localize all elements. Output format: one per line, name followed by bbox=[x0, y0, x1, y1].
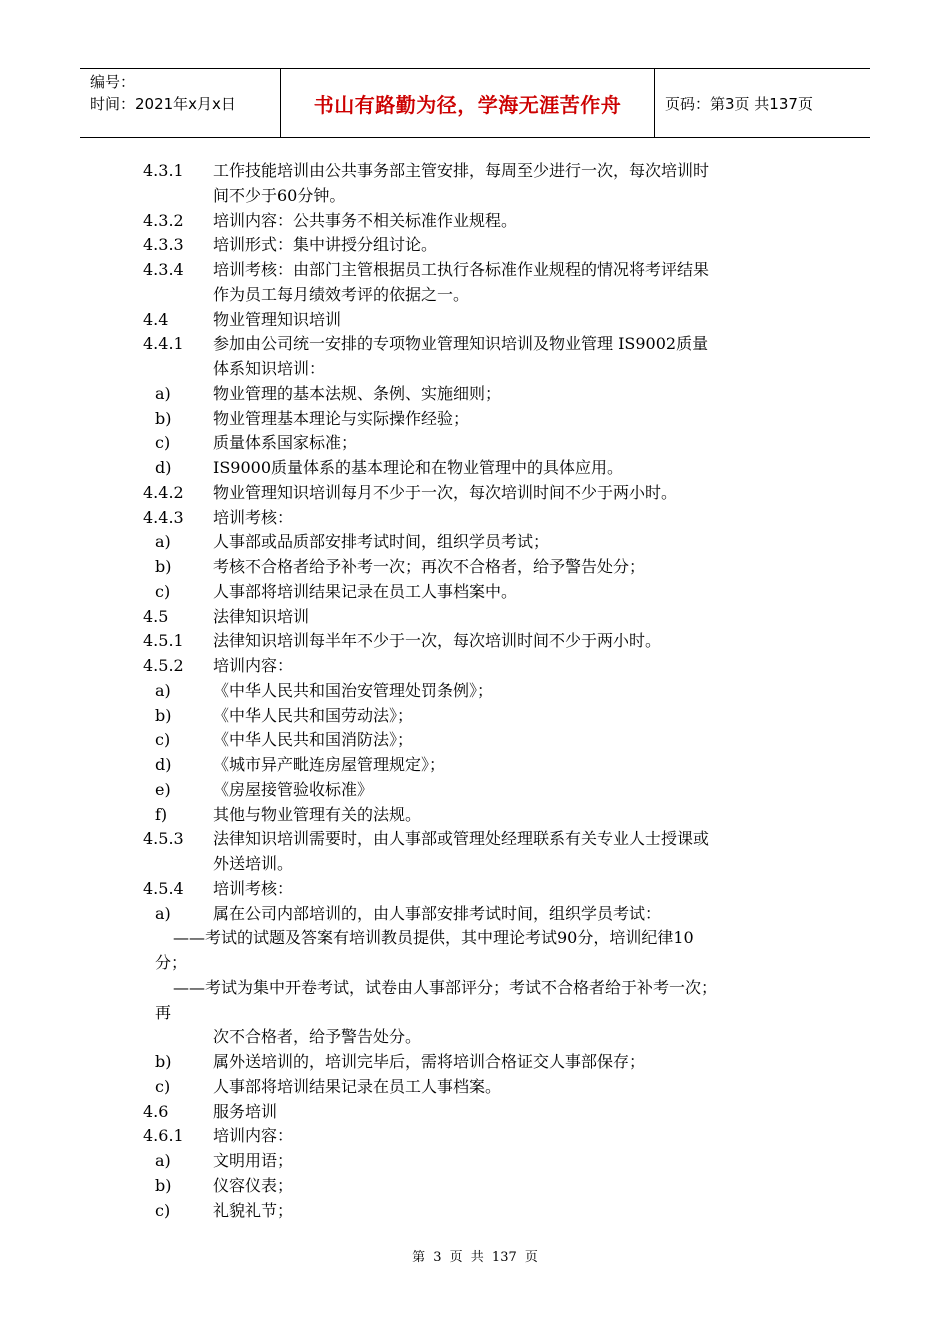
section-number: 4.5.4 bbox=[143, 878, 184, 898]
line-text: 分； bbox=[155, 953, 188, 972]
page-footer: 第 3 页 共 137 页 bbox=[412, 1250, 538, 1265]
section-number: 4.5.3 bbox=[143, 829, 184, 849]
list-marker: e) bbox=[155, 779, 171, 799]
text-line bbox=[143, 308, 833, 333]
line-text: 培训考核：由部门主管根据员工执行各标准作业规程的情况将考评结果 bbox=[213, 260, 710, 279]
list-marker: a) bbox=[155, 532, 171, 552]
text-line bbox=[143, 704, 833, 729]
text-line bbox=[143, 753, 833, 778]
text-line bbox=[143, 1174, 833, 1199]
line-text: 作为员工每月绩效考评的依据之一。 bbox=[213, 284, 470, 304]
line-text: 考核不合格者给予补考一次；再次不合格者，给予警告处分； bbox=[213, 557, 646, 576]
line-text: 培训考核： bbox=[213, 507, 294, 527]
line-text: 物业管理的基本法规、条例、实施细则； bbox=[213, 383, 502, 403]
text-line bbox=[143, 407, 833, 432]
text-line bbox=[143, 877, 833, 902]
line-text: 培训内容： bbox=[213, 656, 294, 675]
section-number: 4.5.1 bbox=[143, 631, 184, 651]
line-text: 人事部将培训结果记录在员工人事档案中。 bbox=[213, 581, 518, 601]
list-marker: a) bbox=[155, 383, 171, 403]
text-line bbox=[143, 852, 833, 877]
text-line bbox=[143, 728, 833, 753]
list-marker: b) bbox=[155, 1175, 172, 1195]
line-text: 《中华人民共和国劳动法》； bbox=[213, 705, 414, 725]
text-line bbox=[143, 1124, 833, 1149]
line-text: 体系知识培训： bbox=[213, 359, 326, 378]
line-text: 仪容仪表； bbox=[213, 1175, 294, 1195]
section-number: 4.4 bbox=[143, 309, 169, 329]
list-marker: c) bbox=[155, 1076, 171, 1096]
text-line bbox=[143, 976, 833, 1001]
text-line bbox=[143, 530, 833, 555]
header-page-cell bbox=[655, 69, 870, 137]
section-number: 4.4.3 bbox=[143, 507, 184, 527]
line-text: 物业管理基本理论与实际操作经验； bbox=[213, 408, 470, 428]
document-date: 时间：2021年x月x日 bbox=[90, 95, 236, 113]
line-text: 《城市异产毗连房屋管理规定》； bbox=[213, 755, 446, 774]
list-marker: a) bbox=[155, 1151, 171, 1170]
list-marker: b) bbox=[155, 557, 172, 576]
text-line bbox=[143, 506, 833, 531]
text-line bbox=[143, 902, 833, 927]
line-text: 法律知识培训每半年不少于一次，每次培训时间不少于两小时。 bbox=[213, 631, 662, 651]
section-number: 4.3.2 bbox=[143, 210, 184, 230]
section-number: 4.5.2 bbox=[143, 656, 184, 675]
text-line bbox=[143, 654, 833, 679]
line-text: 法律知识培训需要时，由人事部或管理处经理联系有关专业人士授课或 bbox=[213, 829, 710, 849]
list-marker: d) bbox=[155, 458, 172, 477]
section-number: 4.3.4 bbox=[143, 260, 184, 279]
line-text: 属在公司内部培训的，由人事部安排考试时间，组织学员考试： bbox=[213, 903, 662, 923]
header-meta bbox=[80, 69, 281, 137]
line-text: 《中华人民共和国治安管理处罚条例》； bbox=[213, 680, 494, 700]
line-text: 再 bbox=[155, 1002, 172, 1022]
text-line bbox=[143, 1025, 833, 1050]
text-line bbox=[143, 1199, 833, 1224]
line-text: 法律知识培训 bbox=[213, 606, 310, 626]
section-number: 4.4.1 bbox=[143, 334, 184, 354]
header-motto: 书山有路勤为径，学海无涯苦作舟 bbox=[313, 92, 622, 117]
line-text: ——考试为集中开卷考试，试卷由人事部评分；考试不合格者给于补考一次； bbox=[173, 977, 718, 997]
line-text: 物业管理知识培训每月不少于一次，每次培训时间不少于两小时。 bbox=[213, 482, 678, 502]
text-line bbox=[143, 283, 833, 308]
line-text: 属外送培训的，培训完毕后，需将培训合格证交人事部保存； bbox=[213, 1052, 646, 1071]
section-number: 4.6.1 bbox=[143, 1126, 184, 1146]
list-marker: c) bbox=[155, 581, 171, 601]
line-text: 培训考核： bbox=[213, 878, 294, 898]
list-marker: c) bbox=[155, 433, 171, 453]
line-text: 人事部将培训结果记录在员工人事档案。 bbox=[213, 1076, 502, 1096]
text-line bbox=[143, 827, 833, 852]
text-line bbox=[143, 1149, 833, 1174]
section-number: 4.3.1 bbox=[143, 161, 184, 180]
page-header bbox=[80, 68, 870, 138]
list-marker: f) bbox=[155, 804, 168, 824]
line-text: 人事部或品质部安排考试时间，组织学员考试； bbox=[213, 532, 550, 552]
text-line bbox=[143, 481, 833, 506]
line-text: 工作技能培训由公共事务部主管安排，每周至少进行一次，每次培训时 bbox=[213, 161, 710, 180]
line-text: 间不少于60分钟。 bbox=[213, 185, 346, 205]
line-text: 物业管理知识培训 bbox=[213, 309, 342, 329]
section-number: 4.6 bbox=[143, 1101, 169, 1121]
list-marker: c) bbox=[155, 1200, 171, 1220]
line-text: 《中华人民共和国消防法》； bbox=[213, 730, 414, 750]
text-line bbox=[143, 778, 833, 803]
line-text: 参加由公司统一安排的专项物业管理知识培训及物业管理 IS9002质量 bbox=[213, 334, 709, 354]
line-text: 其他与物业管理有关的法规。 bbox=[213, 804, 422, 824]
line-text: 培训形式：集中讲授分组讨论。 bbox=[213, 235, 438, 255]
line-text: 文明用语； bbox=[213, 1151, 294, 1170]
text-line bbox=[143, 382, 833, 407]
text-line bbox=[143, 926, 833, 951]
line-text: 外送培训。 bbox=[213, 854, 294, 873]
line-text: IS9000质量体系的基本理论和在物业管理中的具体应用。 bbox=[213, 458, 624, 477]
list-marker: b) bbox=[155, 705, 172, 725]
list-marker: a) bbox=[155, 680, 171, 700]
list-marker: a) bbox=[155, 903, 171, 923]
line-text: 培训内容： bbox=[213, 1126, 294, 1146]
text-line bbox=[143, 332, 833, 357]
list-marker: b) bbox=[155, 408, 172, 428]
text-line bbox=[143, 629, 833, 654]
text-line bbox=[143, 1001, 833, 1026]
header-motto-cell bbox=[281, 69, 655, 137]
text-line bbox=[143, 184, 833, 209]
text-line bbox=[143, 679, 833, 704]
text-line bbox=[143, 951, 833, 976]
text-line bbox=[143, 258, 833, 283]
list-marker: b) bbox=[155, 1052, 172, 1071]
line-text: 次不合格者，给予警告处分。 bbox=[213, 1027, 422, 1047]
text-line bbox=[143, 1050, 833, 1075]
list-marker: d) bbox=[155, 755, 172, 774]
text-line bbox=[143, 456, 833, 481]
line-text: 服务培训 bbox=[213, 1101, 278, 1121]
text-line bbox=[143, 209, 833, 234]
line-text: 培训内容：公共事务不相关标准作业规程。 bbox=[213, 210, 518, 230]
line-text: 礼貌礼节； bbox=[213, 1200, 294, 1220]
text-line bbox=[143, 803, 833, 828]
document-number-label: 编号： bbox=[90, 73, 136, 91]
text-line bbox=[143, 431, 833, 456]
section-number: 4.5 bbox=[143, 606, 169, 626]
text-line bbox=[143, 580, 833, 605]
text-line bbox=[143, 233, 833, 258]
text-line bbox=[143, 1100, 833, 1125]
line-text: 质量体系国家标准； bbox=[213, 433, 358, 453]
text-line bbox=[143, 357, 833, 382]
section-number: 4.4.2 bbox=[143, 482, 184, 502]
list-marker: c) bbox=[155, 730, 171, 750]
text-line bbox=[143, 1075, 833, 1100]
text-line bbox=[143, 555, 833, 580]
document-body bbox=[143, 159, 833, 1223]
line-text: ——考试的试题及答案有培训教员提供，其中理论考试90分，培训纪律10 bbox=[173, 928, 694, 948]
header-page-number: 页码：第3页 共137页 bbox=[665, 94, 813, 113]
section-number: 4.3.3 bbox=[143, 235, 184, 255]
text-line bbox=[143, 159, 833, 184]
text-line bbox=[143, 605, 833, 630]
line-text: 《房屋接管验收标准》 bbox=[213, 779, 374, 799]
